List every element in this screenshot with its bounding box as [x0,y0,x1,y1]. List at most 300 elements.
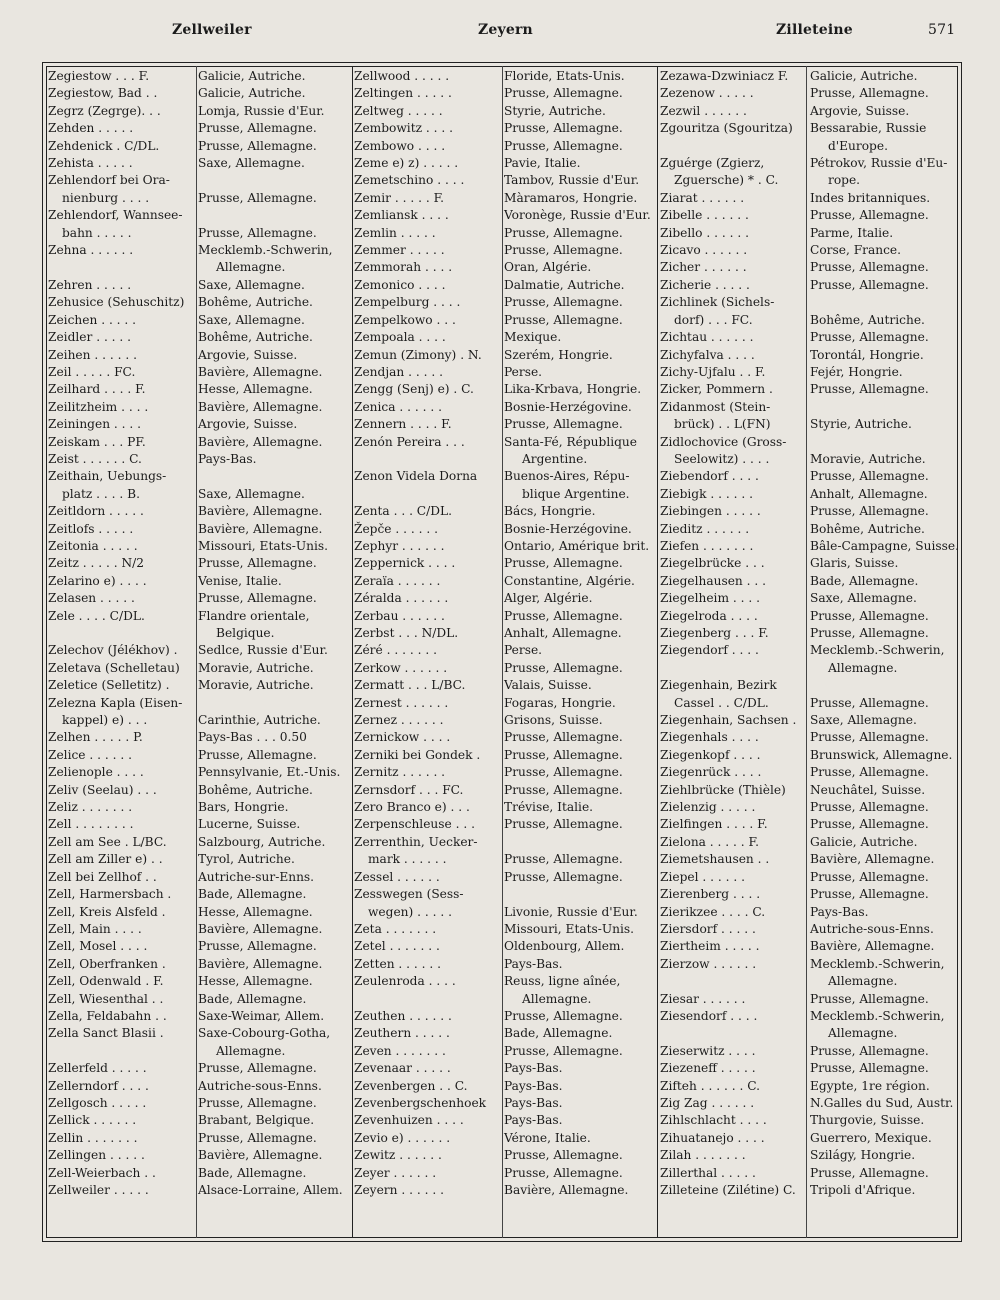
place-name [354,573,500,590]
gazetteer-entry [354,416,660,433]
gazetteer-entry [48,956,354,973]
place-name-line: Zehren . . . . . [48,277,132,292]
place-name-line: Zemetschino . . . . [354,173,465,188]
place-location-line: Prusse, Allemagne. [504,1165,623,1180]
place-name [48,608,194,625]
place-name-line: Zéré . . . . . . . [354,643,437,658]
place-location-line: Prusse, Allemagne. [504,660,623,675]
gazetteer-entry [660,521,966,538]
place-name [660,991,806,1008]
gazetteer-entry [48,503,354,520]
place-location-line: Fejér, Hongrie. [810,364,903,379]
place-location-line: Pays-Bas. [810,904,869,919]
gazetteer-entry [660,468,966,485]
place-name-line: Zelienople . . . . [48,765,144,780]
place-location-line: Bavière, Allemagne. [198,364,323,379]
gazetteer-entry [354,555,660,572]
place-name [354,381,500,398]
place-location-line: Saxe, Allemagne. [810,591,917,606]
place-name-line: Zillerthal . . . . . [660,1165,756,1180]
place-name [660,468,806,485]
gazetteer-entry [48,1182,354,1199]
gazetteer-entry [354,329,660,346]
gazetteer-entry [354,712,660,729]
place-name-line: Zegiestow . . . F. [48,69,150,83]
place-name [660,851,806,868]
place-name [354,399,500,416]
gazetteer-entry [660,851,966,868]
place-name-line: Zehden . . . . . [48,121,134,136]
place-name [48,782,194,799]
place-name [48,120,194,137]
gazetteer-entry [660,242,966,259]
place-location-line: Prusse, Allemagne. [810,277,929,292]
place-location-line: Voronège, Russie d'Eur. [504,208,651,223]
gazetteer-entry [48,538,354,555]
place-name-line: Zemir . . . . . F. [354,190,445,205]
place-location-line: Prusse, Allemagne. [504,817,623,832]
place-location [500,207,660,224]
place-location [806,1008,966,1043]
place-name [660,207,806,224]
place-location [194,347,354,364]
place-location-line: Allemagne. [216,1043,286,1058]
place-name-line: mark . . . . . . [368,852,447,867]
place-location [500,434,660,469]
place-location-line: Santa-Fé, République [504,434,637,449]
gazetteer-entry [660,1112,966,1129]
place-location [194,207,354,242]
place-name-line: Zelarino e) . . . . [48,573,147,588]
place-name-line: Zeitldorn . . . . . [48,504,144,519]
gazetteer-entry [48,660,354,677]
place-location-line: Pays-Bas. [504,1078,563,1093]
place-location-line: Prusse, Allemagne. [504,295,623,310]
place-name-line: Zibello . . . . . . [660,225,750,240]
place-location [194,729,354,746]
gazetteer-entry [354,729,660,746]
gazetteer-entry [354,834,660,869]
place-name-line: Zernickow . . . . [354,730,451,745]
place-location [194,468,354,503]
place-location-line: Pays-Bas. [504,1095,563,1110]
place-location-line: Prusse, Allemagne. [198,138,317,153]
place-name-line: Ziepel . . . . . . [660,869,745,884]
place-name [660,886,806,903]
place-name-line: Zehlendorf bei Ora- [48,173,170,188]
place-location-line: Oldenbourg, Allem. [504,939,625,954]
place-location [500,277,660,294]
place-name [354,120,500,137]
place-name [660,503,806,520]
place-location-line: Bohême, Autriche. [198,782,313,797]
place-location [194,921,354,938]
place-location [194,642,354,659]
place-location [500,190,660,207]
gazetteer-entry [48,555,354,572]
place-name-line: Zilleteine (Zilétine) C. [660,1183,796,1197]
column-1 [48,68,354,1199]
place-name [660,608,806,625]
place-name [354,1182,500,1199]
place-location-line: Màramaros, Hongrie. [504,190,638,205]
place-name [48,1112,194,1129]
place-name-line: Zevenbergen . . C. [354,1078,468,1093]
place-location [194,799,354,816]
place-location-line: Saxe, Allemagne. [198,312,305,327]
place-location-line: Bavière, Allemagne. [504,1183,629,1197]
place-location-line: Lika-Krbava, Hongrie. [504,382,642,397]
place-location-line: Bars, Hongrie. [198,800,289,815]
place-name-line: Zerniki bei Gondek . [354,747,481,762]
gazetteer-entry [48,103,354,120]
gazetteer-entry [48,834,354,851]
gazetteer-entry [354,1025,660,1042]
place-location-line: Prusse, Allemagne. [198,556,317,571]
place-name-line: Zemmorah . . . . [354,260,453,275]
place-location-line: Prusse, Allemagne. [810,626,929,640]
gazetteer-entry [48,312,354,329]
place-location-line: Bosnie-Herzégovine. [504,521,632,536]
place-location-line: Galicie, Autriche. [810,69,918,83]
place-location [806,242,966,259]
place-location [806,625,966,642]
gazetteer-entry [660,207,966,224]
place-name [354,1147,500,1164]
place-name [354,782,500,799]
place-name-line: Seelowitz) . . . . [674,451,770,466]
gazetteer-entry [48,1008,354,1025]
place-name-line: Zieditz . . . . . . [660,521,750,536]
place-location-line: Prusse, Allemagne. [810,1165,929,1180]
place-name-line: Zevenhuizen . . . . [354,1113,464,1128]
place-location-line [504,886,660,903]
place-name-line: Zichyfalva . . . . [660,347,755,362]
gazetteer-entry [660,1130,966,1147]
place-name-line: Zesswegen (Sess- [354,887,464,902]
place-name-line: Zeme e) z) . . . . . [354,156,459,171]
gazetteer-entry [48,381,354,398]
place-name-line: Zierenberg . . . . [660,887,761,902]
gazetteer-entry [660,590,966,607]
place-location-line [504,834,660,851]
place-location [806,991,966,1008]
place-name [660,729,806,746]
place-location [500,1060,660,1077]
place-location-line: Prusse, Allemagne. [810,330,929,345]
place-name [660,364,806,381]
place-location [194,138,354,155]
place-location-line: Brabant, Belgique. [198,1113,315,1128]
place-name [354,1043,500,1060]
place-name [354,1078,500,1095]
place-location [194,1112,354,1129]
place-location-line: Tripoli d'Afrique. [810,1183,916,1197]
place-location [500,973,660,1008]
place-location-line: Belgique. [216,626,275,640]
gazetteer-entry [660,747,966,764]
place-location-line: Saxe-Weimar, Allem. [198,1008,325,1023]
place-name-line: Zichtau . . . . . . [660,330,754,345]
place-location-line: Prusse, Allemagne. [504,312,623,327]
place-location-line: Bavière, Allemagne. [810,852,935,867]
gazetteer-entry [354,1182,660,1199]
place-name [660,573,806,590]
place-name [660,869,806,886]
place-name [660,381,806,398]
place-name [660,956,806,973]
place-name [354,503,500,520]
place-location-line: Hesse, Allemagne. [198,382,313,397]
place-location [500,399,660,416]
place-name [354,973,500,990]
place-location-line: Moravie, Autriche. [198,660,314,675]
place-location [194,242,354,277]
header-last-entry: Zilleteine [776,22,853,38]
place-location-line: Prusse, Allemagne. [198,747,317,762]
place-location [806,782,966,799]
place-location-line: Allemagne. [828,1026,898,1041]
gazetteer-entry [48,1112,354,1129]
place-location [806,816,966,833]
place-name-line: Zielenzig . . . . . [660,800,756,815]
place-location-line: Allemagne. [828,974,898,989]
place-name [48,1095,194,1112]
place-location [194,573,354,590]
place-location-line: Flandre orientale, [198,608,310,623]
place-location-line: Bade, Allemagne. [198,1165,307,1180]
place-location [194,590,354,607]
gazetteer-entry [354,660,660,677]
place-name-line: Zenta . . . C/DL. [354,504,452,519]
place-name [48,764,194,781]
place-location [500,764,660,781]
place-name [48,207,194,242]
place-location [500,329,660,346]
place-location-line: Prusse, Allemagne. [810,1043,929,1058]
place-location-line: Prusse, Allemagne. [504,1008,623,1023]
place-name-line: Zermatt . . . L/BC. [354,678,466,693]
place-location [500,138,660,155]
place-location [500,538,660,555]
place-location-line: Prusse, Allemagne. [504,869,623,884]
place-name-line: bahn . . . . . [62,225,132,240]
place-name-line: Zierikzee . . . . C. [660,904,766,919]
place-location-line: Thurgovie, Suisse. [810,1113,925,1128]
gazetteer-entry [48,869,354,886]
place-name-line: Zieserwitz . . . . [660,1043,756,1058]
place-name-line: Zellweiler . . . . . [48,1183,149,1197]
gazetteer-entry [660,712,966,729]
place-name-line: wegen) . . . . . [368,904,453,919]
place-name [660,120,806,137]
gazetteer-entry [354,642,660,659]
place-location [194,695,354,730]
place-location [500,172,660,189]
place-location-line: Szerém, Hongrie. [504,347,613,362]
place-location [806,921,966,938]
place-name-line: Zihlschlacht . . . . [660,1113,767,1128]
gazetteer-entry [48,1165,354,1182]
place-location-line: Prusse, Allemagne. [810,991,929,1006]
header-middle-entry: Zeyern [478,22,533,38]
place-name [354,712,500,729]
place-name [354,608,500,625]
place-location-line: Lomja, Russie d'Eur. [198,103,325,118]
place-location [500,225,660,242]
place-name [354,207,500,224]
place-location-line: Pays-Bas. [198,451,257,466]
place-location [806,68,966,85]
gazetteer-entry [354,538,660,555]
place-name [354,816,500,833]
place-name [48,1182,194,1199]
place-name-line: Zeuthern . . . . . [354,1026,450,1041]
place-location-line: Saxe, Allemagne. [198,277,305,292]
place-location [500,155,660,172]
place-location [194,1165,354,1182]
gazetteer-entry [354,242,660,259]
place-name [48,364,194,381]
place-name-line: Zenon Videla Dorna [354,469,478,484]
place-location [194,312,354,329]
gazetteer-entry [354,85,660,102]
place-location [500,1147,660,1164]
place-name-line: Zevenbergschenhoek [354,1095,487,1110]
gazetteer-entry [354,816,660,833]
place-location-line: Prusse, Allemagne. [504,138,623,153]
place-name [354,1165,500,1182]
gazetteer-entry [48,938,354,955]
place-name [354,190,500,207]
place-location-line: Mexique. [504,330,562,345]
gazetteer-entry [48,886,354,903]
place-location [806,1078,966,1095]
place-name [354,85,500,102]
place-location-line: Bavière, Allemagne. [810,939,935,954]
place-name-line: Zenica . . . . . . [354,399,443,414]
place-name-line: Ziebingen . . . . . [660,504,761,519]
place-name [660,747,806,764]
place-name-line: Zernsdorf . . . FC. [354,782,464,797]
place-location-line: Mecklemb.-Schwerin, [198,243,333,258]
place-location [500,1025,660,1042]
place-name [660,799,806,816]
place-name-line: Zell, Wiesenthal . . [48,991,164,1006]
place-name-line: Ziegelbrücke . . . [660,556,765,571]
place-name-line: Zelezna Kapla (Eisen- [48,695,183,710]
place-location [500,695,660,712]
place-name [354,172,500,189]
place-name-line: Zelhen . . . . . P. [48,730,143,745]
gazetteer-entry [354,886,660,921]
place-name-line: Zeiskam . . . PF. [48,434,146,449]
gazetteer-entry [354,1095,660,1112]
gazetteer-entry [354,1130,660,1147]
place-name-line: Ziegelheim . . . . [660,591,760,606]
place-name [48,381,194,398]
place-name [660,155,806,190]
place-location-line: Prusse, Allemagne. [504,1043,623,1058]
place-location [194,538,354,555]
place-name [48,834,194,851]
gazetteer-entry [354,695,660,712]
place-location [806,1060,966,1077]
place-location-line: Prusse, Allemagne. [504,417,623,432]
place-name [354,1095,500,1112]
place-name-line: Zegrz (Zegrge). . . [48,103,161,118]
gazetteer-entry [354,677,660,694]
gazetteer-entry [48,695,354,730]
place-name-line: Zell, Oberfranken . [48,956,166,971]
place-name-line: Zerkow . . . . . . [354,660,448,675]
place-location [806,747,966,764]
place-name-line: Zicher . . . . . . [660,260,747,275]
place-location [500,416,660,433]
place-location-line: Grisons, Suisse. [504,713,603,728]
gazetteer-entry [660,1165,966,1182]
place-location-line: Constantine, Algérie. [504,573,635,588]
place-location [500,381,660,398]
place-location-line: Saxe, Allemagne. [198,156,305,171]
place-name [354,590,500,607]
gazetteer-entry [48,364,354,381]
place-name [660,590,806,607]
gazetteer-entry [48,294,354,311]
place-name-line: Zezenow . . . . . [660,86,754,101]
place-location-line: Bohême, Autriche. [810,312,925,327]
gazetteer-entry [48,921,354,938]
place-name [354,1112,500,1129]
place-name-line: Zicavo . . . . . . [660,243,748,258]
place-name [48,138,194,155]
gazetteer-entry [660,85,966,102]
place-name-line: Zéralda . . . . . . [354,591,449,606]
gazetteer-entry [354,381,660,398]
place-location [806,329,966,346]
place-location-line: Bessarabie, Russie [810,121,927,136]
place-name-line: Zele . . . . C/DL. [48,608,145,623]
place-location [806,799,966,816]
gazetteer-entry [48,120,354,137]
gazetteer-entry [354,207,660,224]
gazetteer-entry [354,503,660,520]
place-name-line: Zell bei Zellhof . . [48,869,157,884]
place-location [194,747,354,764]
place-name-line: Zernez . . . . . . [354,713,444,728]
place-name-line: Zewitz . . . . . . [354,1148,442,1163]
gazetteer-entry [354,259,660,276]
place-location-line: Bade, Allemagne. [198,991,307,1006]
place-location [194,451,354,468]
place-location [806,869,966,886]
place-name-line: Zeyern . . . . . . [354,1183,444,1197]
gazetteer-entry [660,834,966,851]
place-name-line: Zeithain, Uebungs- [48,469,167,484]
place-name-line: Zendjan . . . . . [354,364,443,379]
place-name [354,312,500,329]
place-name [48,747,194,764]
gazetteer-entry [48,68,354,85]
place-name-line: Zephyr . . . . . . [354,538,445,553]
place-name-line: Zichy-Ujfalu . . F. [660,364,766,379]
gazetteer-entry [660,938,966,955]
place-name [660,921,806,938]
gazetteer-entry [660,555,966,572]
place-location [500,1095,660,1112]
place-location [194,399,354,416]
gazetteer-entry [48,155,354,172]
